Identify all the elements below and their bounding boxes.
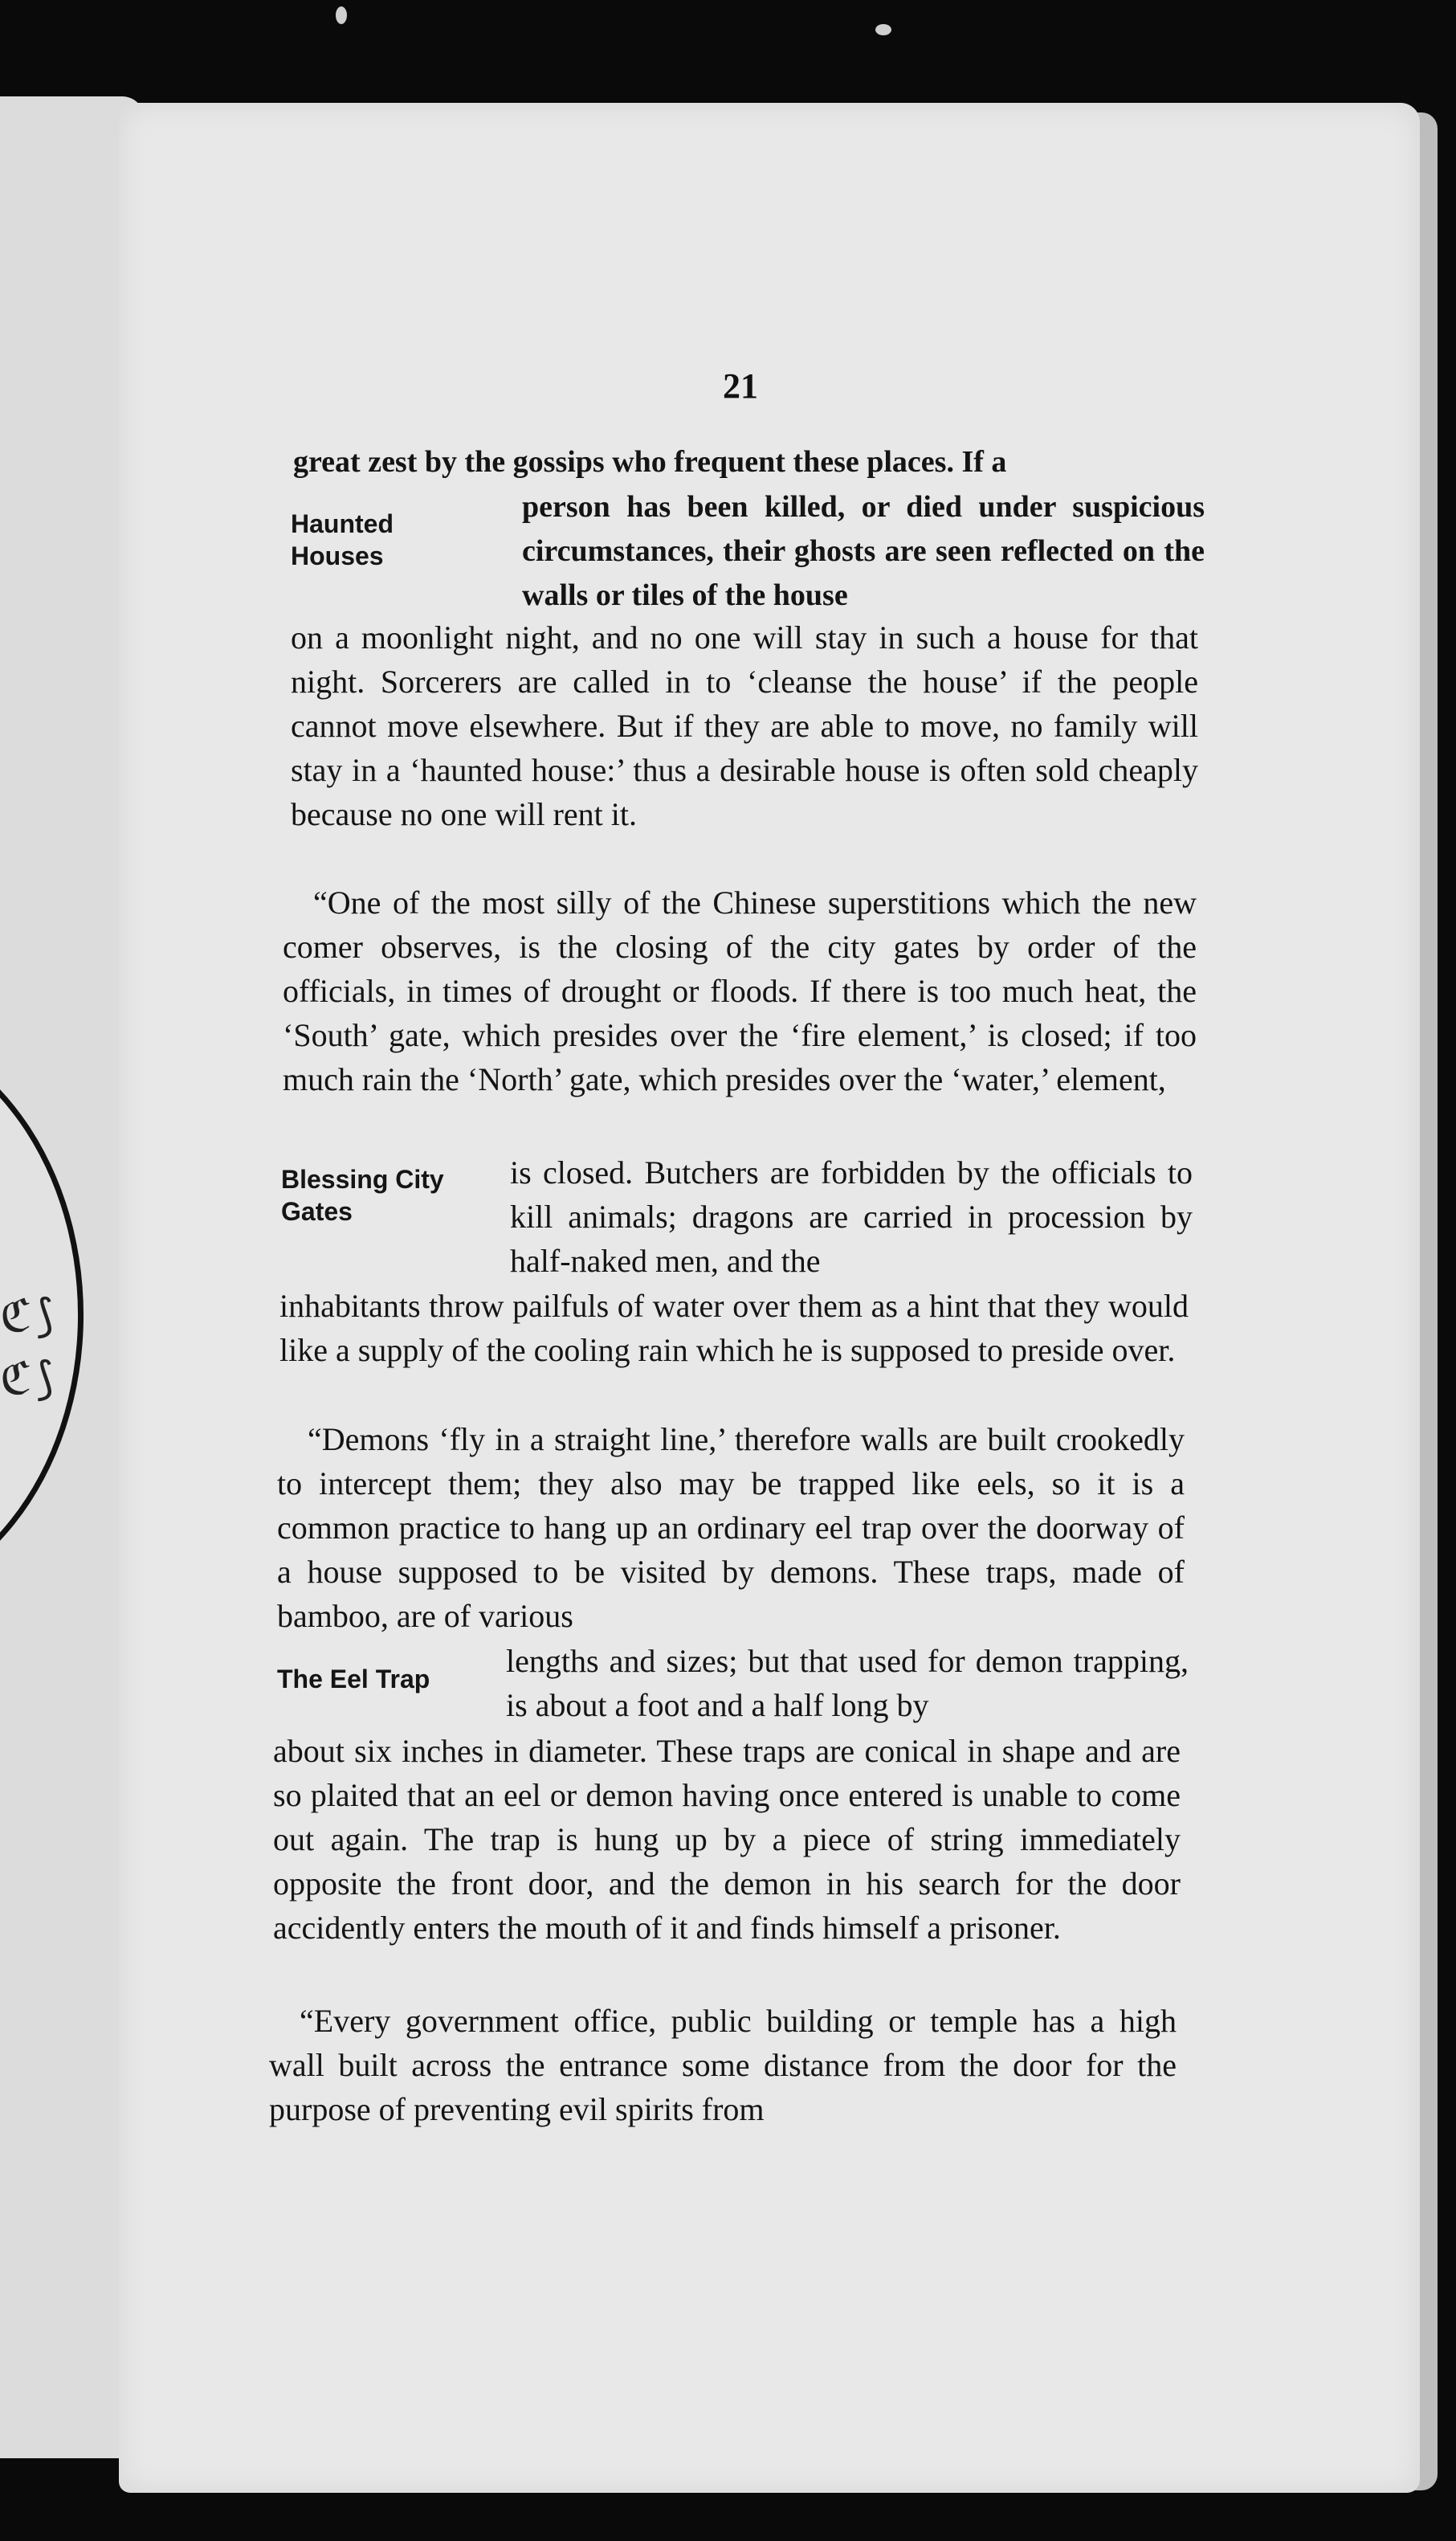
margin-note-line: Haunted [291, 509, 394, 538]
government-text: “Every government office, public building or temple has a high wall built across the entrance some distance from the door for the purpose of preventing evil spirits from [269, 2003, 1177, 2127]
margin-note-line: Gates [281, 1197, 353, 1226]
eel-intro-text: “Demons ‘fly in a straight line,’ therefore walls are built crookedly to intercept them; they also may be trapped like eels, so it is a common practice to hang up an ordinary eel trap over the doorway of a house supposed to be visited by demons. These traps, made of bamboo, are of various [277, 1421, 1185, 1634]
margin-note-line: Houses [291, 541, 384, 570]
eel-side-text: lengths and sizes; but that used for demon trapping, is about a foot and a half long by [506, 1643, 1189, 1723]
haunted-rest-text: on a moonlight night, and no one will stay in such a house for that night. Sorcerers are called in to ‘cleanse the house’ if the people cannot move elsewhere. But if they are able to move, no family will stay in a ‘haunted house:’ thus a desirable house is often sold cheaply because no one will rent it. [291, 619, 1198, 832]
gates-intro-text: “One of the most silly of the Chinese superstitions which the new comer observes, is the closing of the city gates by order of the officials, in times of drought or floods. If there is too much heat, the ‘South’ gate, which presides over the ‘fire element,’ is closed; if too much rain the ‘North’ gate, which presides over the ‘water,’ element, [283, 884, 1197, 1097]
page-number: 21 [723, 366, 758, 406]
intro-line: great zest by the gossips who frequent these places. If a [293, 445, 1007, 479]
ink-speck [875, 24, 891, 35]
eel-rest-text: about six inches in diameter. These traps are conical in shape and are so plaited that an eel or demon having once entered is unable to come out again. The trap is hung up by a piece of string immediately opposite the front door, and the demon in his search for the door accidently enters the mouth of it and finds himself a prisoner. [273, 1733, 1181, 1946]
seal-glyphs: ℭ ⟆ ℭ ⟆ [0, 1290, 50, 1405]
ink-speck [336, 6, 347, 24]
margin-note-eel [277, 1663, 430, 1695]
gates-side-text: is closed. Butchers are forbidden by the officials to kill animals; dragons are carried in procession by half-naked men, and the [510, 1154, 1193, 1279]
margin-note-line: Blessing City [281, 1165, 444, 1194]
haunted-side-text: person has been killed, or died under suspicious circumstances, their ghosts are seen reflected on the walls or tiles of the house [522, 490, 1205, 612]
margin-note-haunted [291, 508, 394, 572]
margin-note-line: The Eel Trap [277, 1665, 430, 1693]
gates-rest-text: inhabitants throw pailfuls of water over them as a hint that they would like a supply of the cooling rain which he is supposed to preside over. [279, 1288, 1189, 1368]
top-margin-noise [0, 0, 1456, 48]
margin-note-gates [281, 1163, 444, 1228]
